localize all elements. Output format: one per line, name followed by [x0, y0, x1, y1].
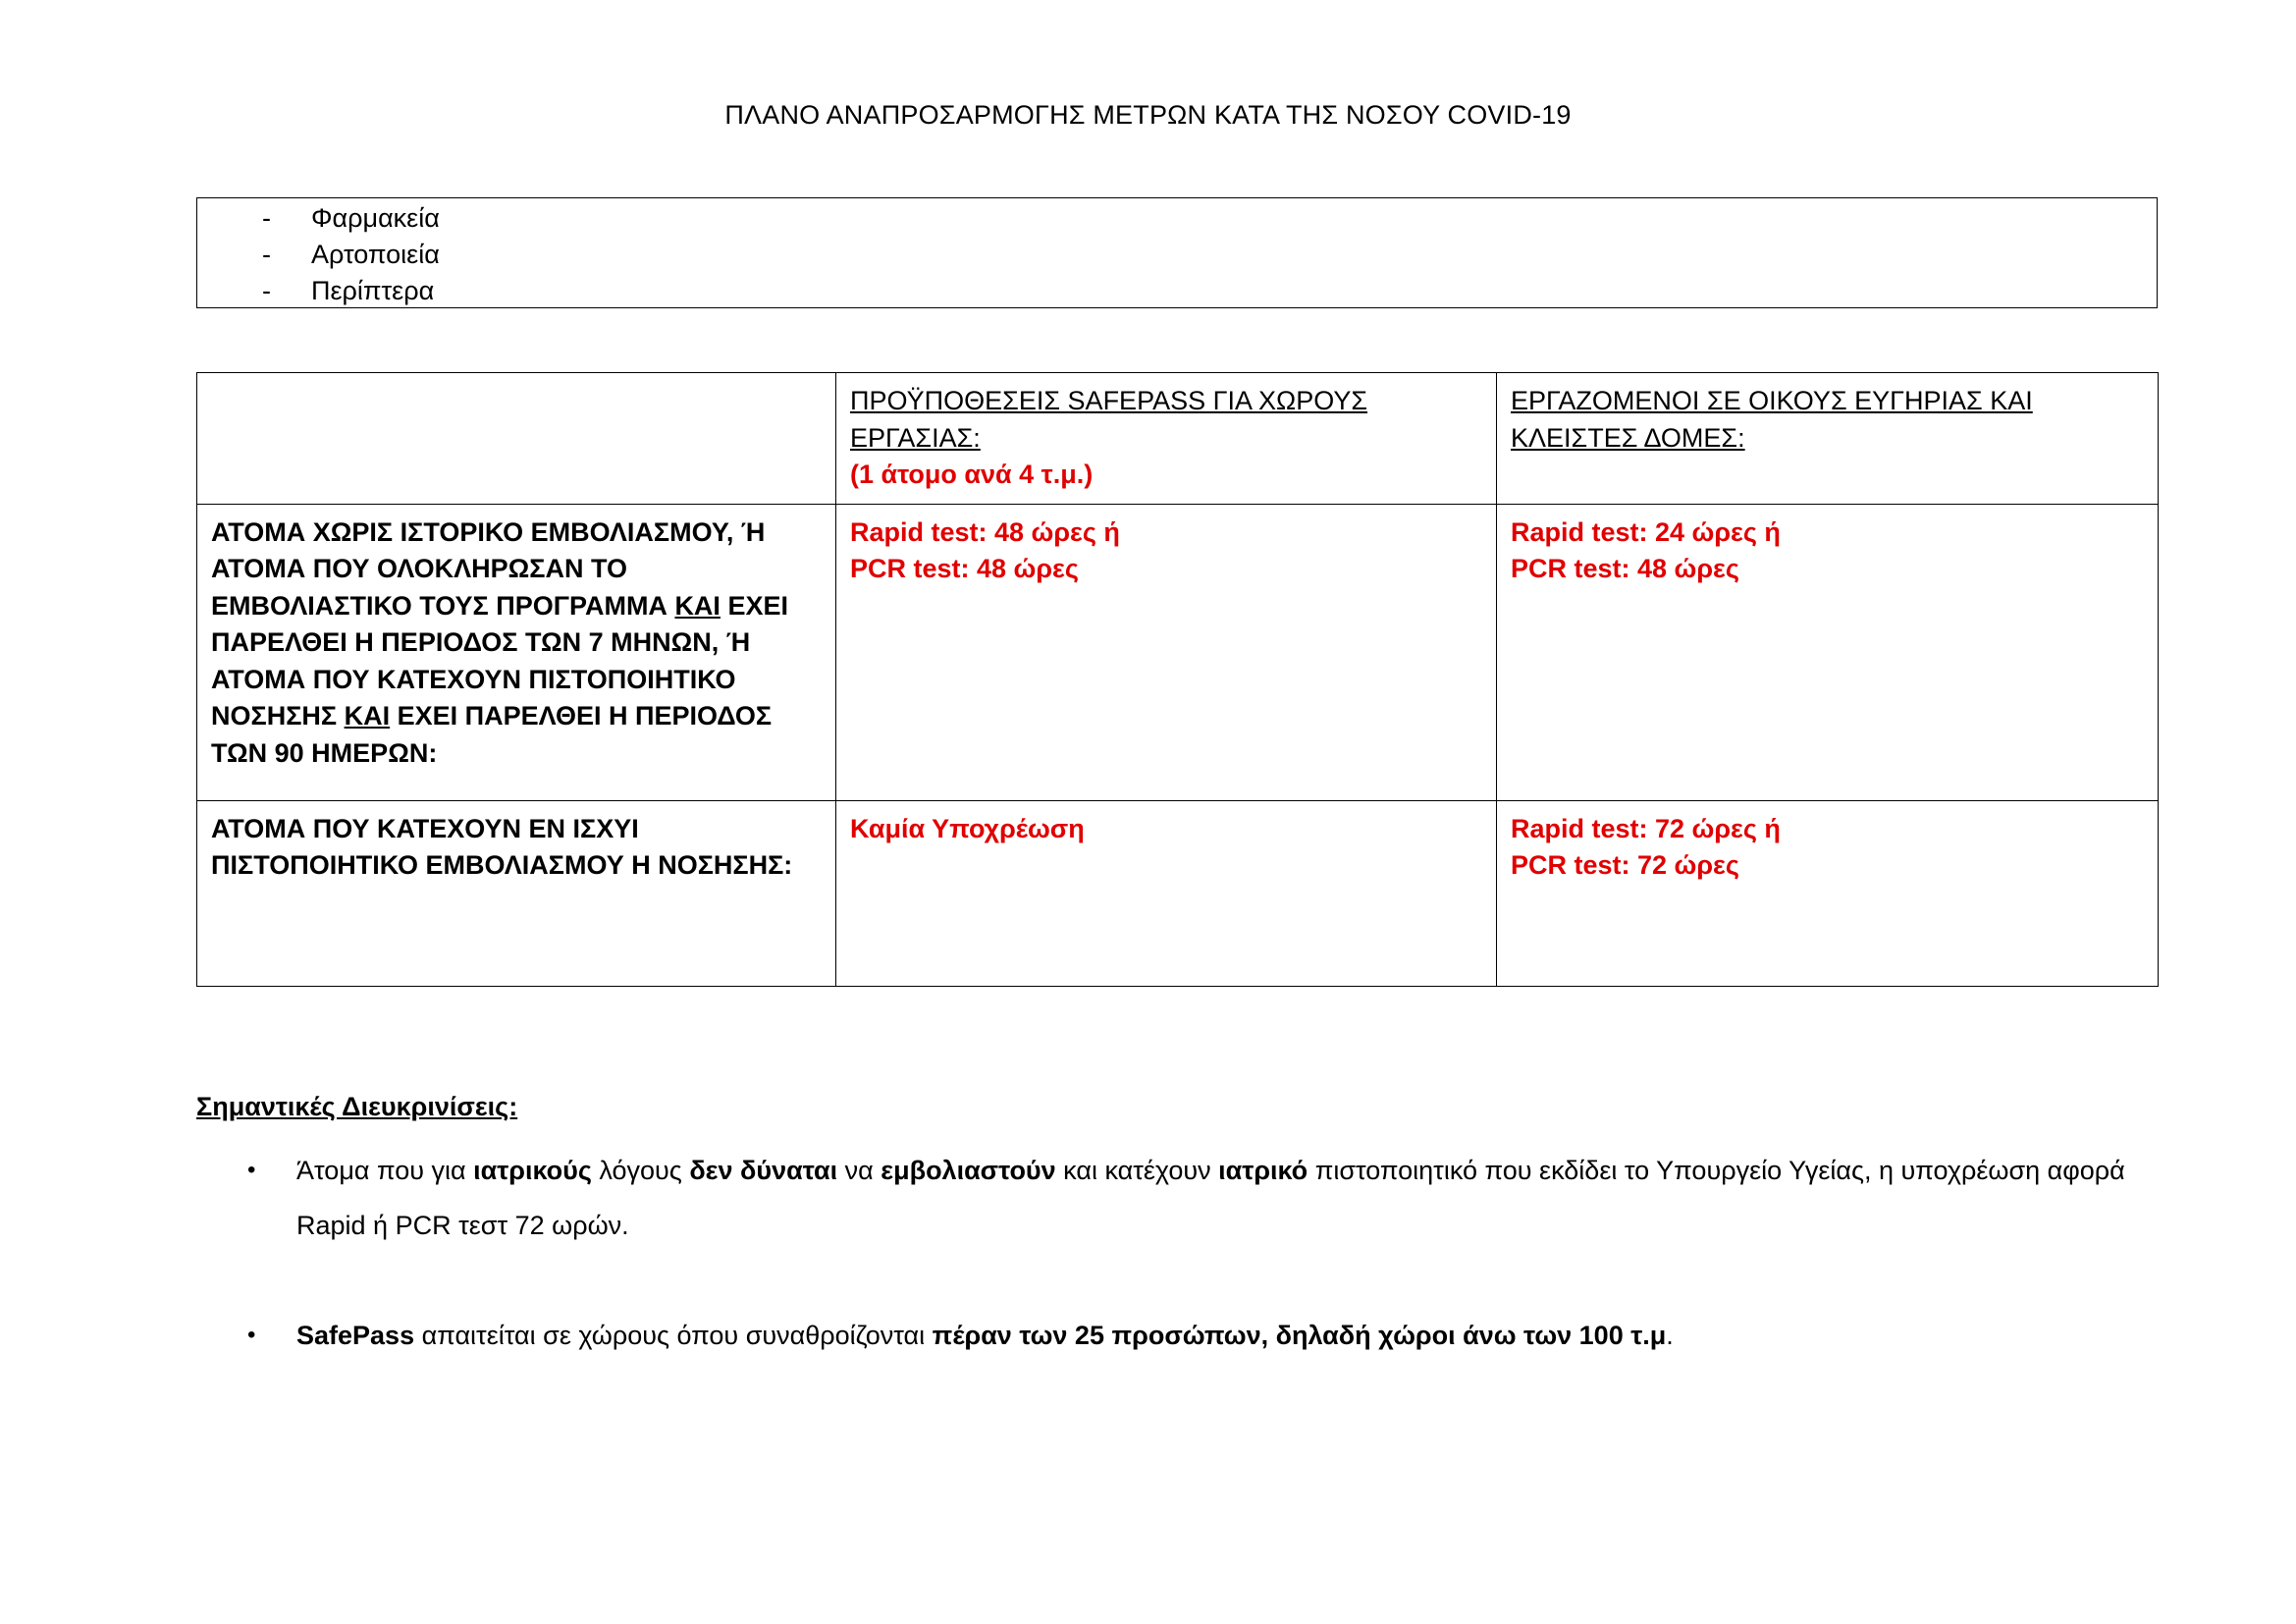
row-label-unvaccinated: ΑΤΟΜΑ ΧΩΡΙΣ ΙΣΤΟΡΙΚΟ ΕΜΒΟΛΙΑΣΜΟΥ, Ή ΑΤΟΜΑ ΠΟΥ ΟΛΟΚΛΗΡΩΣΑΝ ΤΟ ΕΜΒΟΛΙΑΣΤΙΚΟ ΤΟΥΣ ΠΡΟΓΡΑΜΜΑ ΚΑΙ ΕΧΕΙ ΠΑΡΕΛΘΕΙ Η ΠΕΡΙΟΔΟΣ ΤΩΝ 7 ΜΗΝΩΝ, Ή ΑΤΟΜΑ ΠΟΥ ΚΑΤΕΧΟΥΝ ΠΙΣΤΟΠΟΙΗΤΙΚΟ ΝΟΣΗΣΗΣ ΚΑΙ ΕΧΕΙ ΠΑΡΕΛΘΕΙ Η ΠΕΡΙΟΔΟΣ ΤΩΝ 90 ΗΜΕΡΩΝ:: [197, 504, 836, 800]
care-homes-requirement-cell: [1497, 800, 2159, 986]
list-item-label: Περίπτερα: [311, 276, 435, 305]
dash-bullet: -: [262, 276, 271, 305]
care-homes-header-cell: [1497, 373, 2159, 505]
shops-list-box: [196, 197, 2158, 308]
dash-bullet: -: [262, 203, 271, 233]
table-header-row: [197, 373, 2159, 505]
note-text: SafePass απαιτείται σε χώρους όπου συναθροίζονται πέραν των 25 προσώπων, δηλαδή χώροι άνω των 100 τ.μ.: [296, 1321, 1674, 1350]
list-item-label: Φαρμακεία: [311, 203, 440, 233]
note-text: Άτομα που για ιατρικούς λόγους δεν δύναται να εμβολιαστούν και κατέχουν ιατρικό πιστοποιητικό που εκδίδει το Υπουργείο Υγείας, η υποχρέωση αφορά Rapid ή PCR τεστ 72 ωρών.: [296, 1156, 2125, 1240]
safepass-requirement-cell: [836, 800, 1497, 986]
empty-header-cell: [197, 373, 836, 505]
safepass-requirement-cell: [836, 504, 1497, 800]
care-homes-header: ΕΡΓΑΖΟΜΕΝΟΙ ΣΕ ΟΙΚΟΥΣ ΕΥΓΗΡΙΑΣ ΚΑΙ ΚΛΕΙΣΤΕΣ ΔΟΜΕΣ:: [1511, 386, 2033, 453]
notes-heading: Σημαντικές Διευκρινίσεις:: [196, 1092, 518, 1121]
list-item-label: Αρτοποιεία: [311, 240, 440, 269]
safepass-density-note: (1 άτομο ανά 4 τ.μ.): [850, 460, 1094, 489]
pcr-test-requirement: PCR test: 72 ώρες: [1511, 850, 1739, 880]
rapid-test-requirement: Rapid test: 72 ώρες ή: [1511, 813, 1781, 843]
pcr-test-requirement: PCR test: 48 ώρες: [1511, 554, 1739, 583]
pcr-test-requirement: PCR test: 48 ώρες: [850, 554, 1079, 583]
bullet-icon: •: [247, 1322, 256, 1348]
safepass-header-cell: [836, 373, 1497, 505]
dash-bullet: -: [262, 240, 271, 269]
rapid-test-requirement: Rapid test: 48 ώρες ή: [850, 516, 1120, 547]
bullet-icon: •: [247, 1157, 256, 1183]
table-row: [197, 504, 2159, 800]
rapid-test-requirement: Rapid test: 24 ώρες ή: [1511, 516, 1781, 547]
care-homes-requirement-cell: [1497, 504, 2159, 800]
table-row: [197, 800, 2159, 986]
no-obligation: Καμία Υποχρέωση: [850, 813, 1085, 843]
page-title: ΠΛΑΝΟ ΑΝΑΠΡΟΣΑΡΜΟΓΗΣ ΜΕΤΡΩΝ ΚΑΤΑ ΤΗΣ ΝΟΣΟΥ COVID-19: [724, 100, 1572, 130]
requirements-table: [196, 372, 2159, 987]
row-label-vaccinated: ΑΤΟΜΑ ΠΟΥ ΚΑΤΕΧΟΥΝ ΕΝ ΙΣΧΥΙ ΠΙΣΤΟΠΟΙΗΤΙΚΟ ΕΜΒΟΛΙΑΣΜΟΥ Η ΝΟΣΗΣΗΣ:: [197, 800, 836, 986]
safepass-header: ΠΡΟΫΠΟΘΕΣΕΙΣ SAFEPASS ΓΙΑ ΧΩΡΟΥΣ ΕΡΓΑΣΙΑΣ:: [850, 386, 1368, 453]
